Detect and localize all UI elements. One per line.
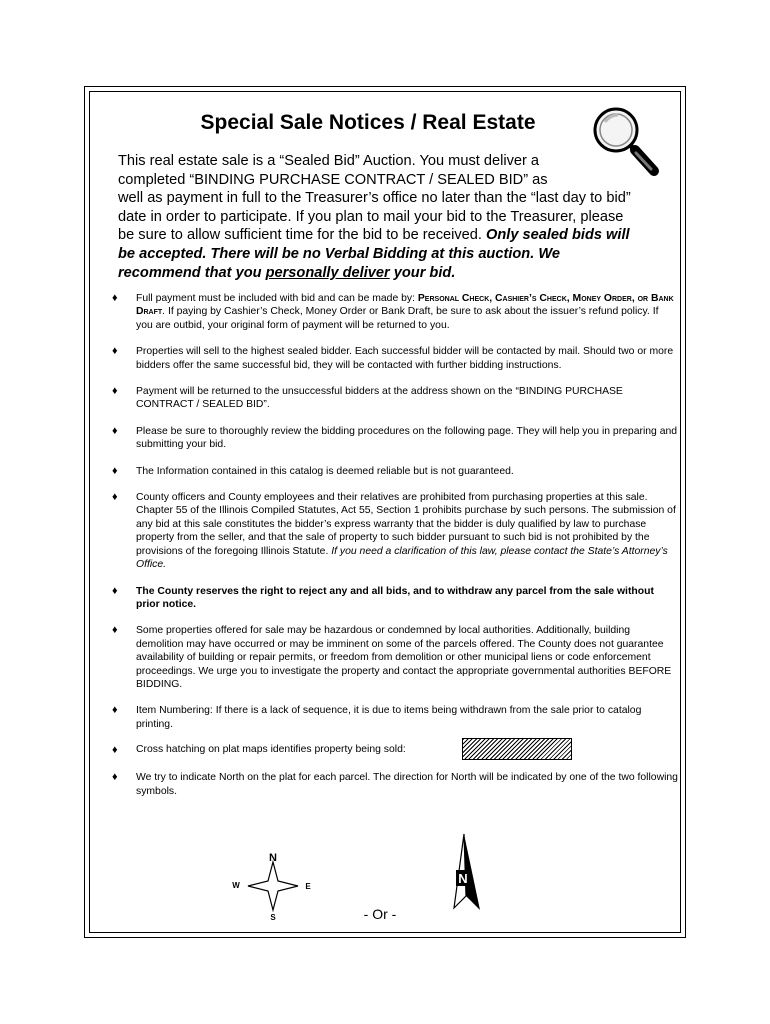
list-item	[112, 585, 678, 612]
intro-line: well as payment in full to the Treasurer’s office no later than the “last day to bid”	[118, 190, 631, 207]
bullet-text: . If paying by Cashier’s Check, Money Order or Bank Draft, be sure to ask about the issuer’s refund policy. If you are outbid, your original form of payment will be returned to you.	[136, 306, 659, 331]
intro-line	[118, 264, 658, 283]
list-item	[112, 385, 678, 412]
bullet-text: Item Numbering: If there is a lack of sequence, it is due to items being withdrawn from the sale prior to catalog printing.	[136, 705, 642, 730]
list-item	[112, 704, 678, 731]
bullet-text: Please be sure to thoroughly review the bidding procedures on the following page. They will help you in preparing and submitting your bid.	[136, 425, 678, 451]
cross-hatch-swatch	[462, 738, 572, 760]
diamond-bullet-icon: ♦	[112, 292, 118, 304]
no-verbal-bidding-emphasis: be accepted. There will be no Verbal Bidding at this auction. We	[118, 245, 560, 262]
list-item	[112, 465, 678, 478]
diamond-bullet-icon: ♦	[112, 704, 118, 717]
diamond-bullet-icon: ♦	[112, 385, 118, 398]
compass-w-label: W	[232, 881, 240, 890]
bullet-text: Payment will be returned to the unsuccessful bidders at the address shown on the “BINDING PURCHASE CONTRACT / SEALED BID”.	[136, 386, 623, 411]
diamond-bullet-icon: ♦	[112, 345, 118, 358]
recommend-text: recommend that you	[118, 264, 266, 281]
diamond-bullet-icon: ♦	[112, 464, 118, 477]
compass-s-label: S	[270, 913, 276, 922]
personally-deliver-text: personally deliver	[265, 264, 390, 281]
intro-text: be sure to allow sufficient time for the bid to be received.	[118, 227, 487, 244]
list-item	[112, 491, 678, 571]
diamond-bullet-icon: ♦	[112, 744, 118, 757]
arrow-n-label: N	[458, 871, 468, 886]
notice-list	[112, 292, 678, 811]
intro-line: completed “BINDING PURCHASE CONTRACT / SEALED BID” as	[118, 171, 548, 188]
intro-paragraph	[118, 152, 658, 282]
diamond-bullet-icon: ♦	[112, 584, 118, 597]
page-title: Special Sale Notices / Real Estate	[200, 111, 536, 134]
diamond-bullet-icon: ♦	[112, 771, 118, 784]
list-item	[112, 425, 678, 452]
diamond-bullet-icon: ♦	[112, 624, 118, 637]
or-separator: - Or -	[363, 906, 397, 922]
list-item	[112, 345, 678, 372]
intro-line: date in order to participate. If you plan to mail your bid to the Treasurer, please	[118, 208, 624, 225]
intro-line	[118, 245, 658, 264]
compass-e-label: E	[305, 882, 311, 891]
bullet-text: Cross hatching on plat maps identifies property being sold:	[136, 744, 406, 756]
intro-line: This real estate sale is a “Sealed Bid” Auction. You must deliver a	[118, 153, 540, 169]
payment-methods-text: Personal Check, Cashier’s Check, Money Order, or Bank Draft	[136, 293, 674, 318]
sealed-bids-emphasis: Only sealed bids will	[486, 227, 630, 244]
diamond-bullet-icon: ♦	[112, 424, 118, 437]
bullet-text: We try to indicate North on the plat for each parcel. The direction for North will be indicated by one of the two following symbols.	[136, 772, 678, 797]
recommend-text-end: your bid.	[389, 264, 456, 281]
clarification-text: If you need a clarification of this law, please contact the State’s Attorney’s Office.	[136, 545, 668, 571]
bullet-text: County officers and County employees and their relatives are prohibited from purchasing properties at this sale. Chapter 55 of the Illinois Compiled Statutes, Act 55, Section 1 prohibits purchase by such persons. The submission of any bid at this sale constitutes the bidder’s express warranty that the bidder is duly qualified by law to purchase property from the seller, and that the sale of property to such bidder pursuant to such bid is not prohibited by the provisions of the foregoing Illinois Statute.	[136, 492, 676, 557]
list-item	[112, 771, 678, 798]
list-item	[112, 292, 678, 332]
bullet-text: Full payment must be included with bid and can be made by:	[136, 293, 418, 304]
list-item	[112, 624, 678, 691]
intro-line	[118, 226, 658, 245]
bullet-text: Properties will sell to the highest sealed bidder. Each successful bidder will be contacted by mail. Should two or more bidders offer the same successful bid, they will be contacted with further bidding instructions.	[136, 346, 674, 371]
list-item	[112, 738, 678, 762]
bullet-text: The Information contained in this catalog is deemed reliable but is not guaranteed.	[136, 465, 514, 477]
bullet-text: The County reserves the right to reject any and all bids, and to withdraw any parcel from the sale without prior notice.	[136, 585, 654, 610]
diamond-bullet-icon: ♦	[112, 491, 118, 504]
compass-rose-icon	[228, 850, 318, 922]
bullet-text: Some properties offered for sale may be hazardous or condemned by local authorities. Additionally, building demolition may have occurred or may be imminent on some of the parcels offered. The County does not guarantee availability of building or repair permits, or freedom from demolition or other municipal liens or code enforcement proceedings. We urge you to investigate the property and contact the appropriate governmental authorities BEFORE BIDDING.	[136, 625, 672, 690]
compass-n-label: N	[269, 852, 277, 864]
north-arrow-icon	[440, 832, 488, 914]
